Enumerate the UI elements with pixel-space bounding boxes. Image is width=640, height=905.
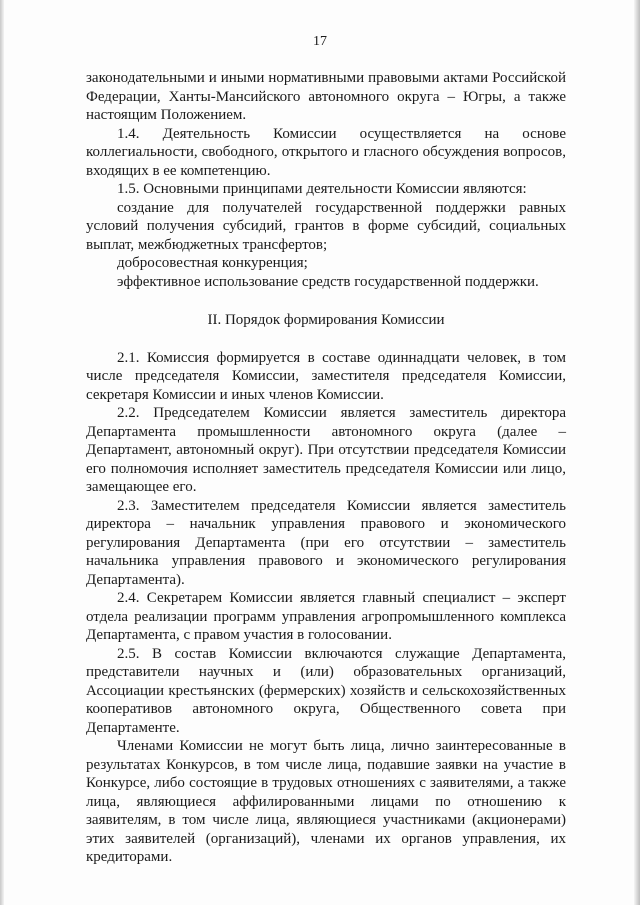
paragraph-2-1: 2.1. Комиссия формируется в составе одиннадцати человек, в том числе председателя Комиссии, заместителя председателя Комиссии, секретаря Комиссии и иных членов Комиссии. (86, 349, 566, 403)
paragraph-2-5: 2.5. В состав Комиссии включаются служащие Департамента, представители научных и (или) образовательных организаций, Ассоциации крестьянских (фермерских) хозяйств и сельскохозяйственных кооперативов автономного округа, Общественного совета при Департаменте. (86, 645, 566, 736)
scan-edge-left (0, 0, 4, 905)
paragraph-members-restriction: Членами Комиссии не могут быть лица, лично заинтересованные в результатах Конкурсов, в том числе лица, подавшие заявки на участие в Конкурсе, либо состоящие в трудовых отношениях с заявителями, а также лица, являющиеся аффилированными лицами по отношению к заявителям, в том числе лица, являющиеся участниками (акционерами) этих заявителей (организаций), членами их органов управления, их кредиторами. (86, 738, 566, 865)
section-heading: II. Порядок формирования Комиссии (207, 312, 445, 328)
principle-item: добросовестная конкуренция; (117, 255, 308, 271)
document-body (86, 69, 566, 867)
paragraph-2-4: 2.4. Секретарем Комиссии является главный специалист – эксперт отдела реализации программ управления агропромышленного комплекса Департамента, с правом участия в голосовании. (86, 590, 566, 643)
paragraph-2-2: 2.2. Председателем Комиссии является заместитель директора Департамента промышленности автономного округа (далее – Департамент, автономный округ). При отсутствии председателя Комиссии его полномочия исполняет заместитель председателя Комиссии или лицо, замещающее его. (86, 405, 566, 495)
principle-item: создание для получателей государственной поддержки равных условий получения субсидий, грантов в форме субсидий, социальных выплат, межбюджетных трансфертов; (86, 199, 566, 253)
paragraph-continuation: законодательными и иными нормативными правовыми актами Российской Федерации, Ханты-Мансийского автономного округа – Югры, а также настоящим Положением. (86, 70, 566, 123)
paragraph-1-5: 1.5. Основными принципами деятельности Комиссии являются: (117, 181, 527, 197)
paragraph-1-4: 1.4. Деятельность Комиссии осуществляется на основе коллегиальности, свободного, открытого и гласного обсуждения вопросов, входящих в ее компетенцию. (86, 125, 566, 179)
scan-edge-right (634, 0, 640, 905)
paragraph-2-3: 2.3. Заместителем председателя Комиссии является заместитель директора – начальник управления правового и экономического регулирования Департамента (при его отсутствии – заместитель начальника управления правового и экономического регулирования Департамента). (86, 497, 566, 588)
page-number: 17 (313, 34, 327, 49)
principle-item: эффективное использование средств государственной поддержки. (117, 273, 539, 290)
